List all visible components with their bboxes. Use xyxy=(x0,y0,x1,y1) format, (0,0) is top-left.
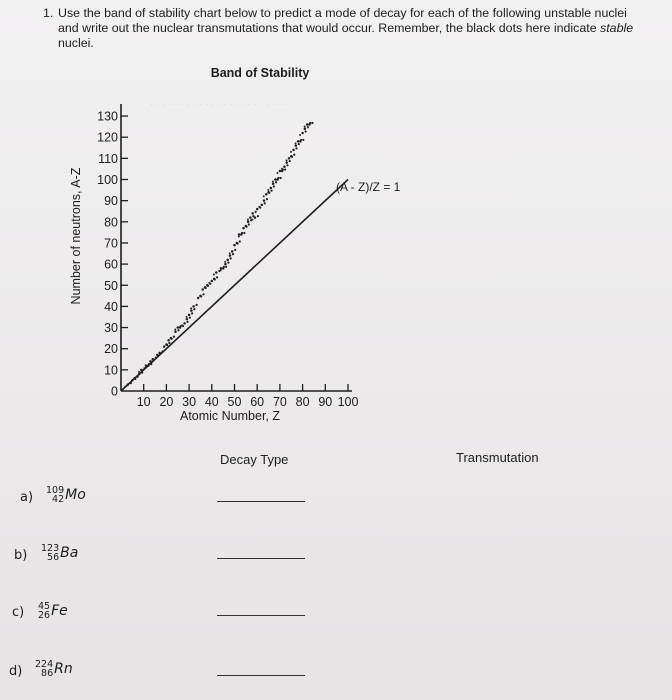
stable-nucleus-point xyxy=(274,178,277,181)
stable-nucleus-point xyxy=(304,127,307,130)
stable-nucleus-point xyxy=(199,295,202,298)
y-tick-label: 110 xyxy=(98,151,118,166)
stable-nucleus-point xyxy=(234,249,236,251)
stable-nucleus-point xyxy=(229,254,232,257)
stable-nucleus-point xyxy=(289,160,291,162)
stable-nucleus-point xyxy=(308,123,311,126)
stable-nucleus-point xyxy=(286,164,288,166)
stable-nucleus-point xyxy=(301,132,304,135)
x-tick-label: 10 xyxy=(136,395,151,409)
y-tick-label: 130 xyxy=(97,109,118,124)
stable-nucleus-point xyxy=(238,233,241,236)
stable-nucleus-point xyxy=(179,326,182,329)
y-tick-label: 0 xyxy=(111,384,118,399)
stable-nucleus-point xyxy=(173,336,175,338)
stable-nucleus-point xyxy=(186,316,188,318)
stable-nucleus-point xyxy=(247,221,250,224)
x-tick-label: 40 xyxy=(204,395,219,409)
stable-nucleus-point xyxy=(276,178,279,181)
stable-nucleus-point xyxy=(174,329,176,331)
question-text-main: Use the band of stability chart below to predict a mode of decay for each of the following unstable nuclei and write out the nuclear transmutations that would occur. Remember, the black dots here indicate xyxy=(58,6,627,35)
stable-nucleus-point xyxy=(299,134,301,136)
question-number: 1. xyxy=(43,6,54,20)
item-b-label: b) xyxy=(14,548,28,563)
stable-nucleus-point xyxy=(306,123,309,126)
x-tick-label: 90 xyxy=(318,395,333,409)
stable-nucleus-point xyxy=(239,240,241,242)
x-tick-label: 100 xyxy=(337,395,359,409)
reference-line xyxy=(121,180,348,392)
decay-type-header: Decay Type xyxy=(220,452,289,467)
stable-nucleus-point xyxy=(267,189,269,191)
stable-nucleus-point xyxy=(247,219,249,221)
mass-number: 224 xyxy=(35,659,54,670)
stable-nucleus-point xyxy=(285,161,288,164)
stable-nucleus-point xyxy=(263,195,265,197)
stable-nucleus-point xyxy=(288,157,291,160)
x-tick-label: 50 xyxy=(227,395,242,409)
nuclide-rn-224 xyxy=(35,660,73,678)
stable-nucleus-point xyxy=(226,259,229,262)
stable-nucleus-point xyxy=(280,177,282,179)
x-tick-label: 80 xyxy=(295,395,310,409)
stable-nucleus-point xyxy=(265,193,268,196)
stable-nucleus-point xyxy=(248,223,250,225)
decay-type-blank-a[interactable] xyxy=(217,501,305,502)
stable-nucleus-point xyxy=(279,170,282,173)
atomic-number: 26 xyxy=(38,610,51,621)
stable-nucleus-point xyxy=(190,309,193,312)
stable-nucleus-point xyxy=(208,282,210,284)
stable-nucleus-point xyxy=(174,331,177,334)
x-axis-ticks xyxy=(137,384,359,409)
stable-nucleus-point xyxy=(283,166,286,169)
item-c-label: c) xyxy=(12,605,25,620)
stable-nucleus-point xyxy=(290,151,292,153)
stable-nucleus-point xyxy=(193,308,195,310)
x-tick-label: 70 xyxy=(272,395,287,409)
stable-nucleus-point xyxy=(263,199,266,202)
y-tick-label: 60 xyxy=(104,257,118,272)
y-tick-label: 50 xyxy=(104,278,118,293)
stable-nucleus-point xyxy=(257,215,259,217)
stable-nucleus-point xyxy=(202,293,204,295)
stable-nucleus-point xyxy=(220,267,223,270)
element-symbol: Ba xyxy=(60,545,79,561)
y-tick-label: 80 xyxy=(104,215,118,230)
stable-nucleus-point xyxy=(240,233,243,236)
item-a-label: a) xyxy=(20,490,34,505)
stable-nucleus-point xyxy=(297,140,300,143)
y-tick-label: 40 xyxy=(104,299,118,314)
stable-nucleus-point xyxy=(276,172,278,174)
stable-emphasis: stable xyxy=(600,21,634,35)
transmutation-header: Transmutation xyxy=(456,450,539,465)
decay-type-blank-d[interactable] xyxy=(217,675,305,676)
chart-title: Band of Stability xyxy=(210,66,310,80)
stable-nucleus-point xyxy=(238,235,240,237)
stable-nucleus-point xyxy=(225,266,227,268)
stable-nucleus-point xyxy=(181,324,183,326)
stable-nucleus-point xyxy=(211,280,214,283)
stable-nucleus-point xyxy=(227,262,229,264)
stable-nucleus-point xyxy=(267,191,270,194)
stable-nucleus-point xyxy=(168,342,170,344)
stable-nucleus-point xyxy=(183,322,186,325)
stable-nucleus-point xyxy=(254,216,257,219)
stable-nucleus-point xyxy=(256,208,259,211)
stable-nucleus-point xyxy=(264,202,266,204)
stable-nucleus-point xyxy=(220,269,222,271)
nuclide-ba-123 xyxy=(41,544,78,562)
stable-nucleus-point xyxy=(270,187,273,190)
y-tick-label: 120 xyxy=(97,130,118,145)
stable-nucleus-point xyxy=(189,316,191,318)
item-d-label: d) xyxy=(9,664,23,679)
x-axis-label: Atomic Number, Z xyxy=(179,409,281,423)
chart-axes xyxy=(121,104,352,391)
stable-nucleus-point xyxy=(295,147,297,149)
element-symbol: Rn xyxy=(54,661,73,677)
stable-nucleus-point xyxy=(204,286,207,289)
nuclide-fe-45 xyxy=(38,602,68,620)
mass-number: 123 xyxy=(41,543,60,554)
stable-nucleus-point xyxy=(272,181,274,183)
y-tick-label: 10 xyxy=(104,363,118,378)
stable-nucleus-point xyxy=(206,284,209,287)
stable-nucleus-point xyxy=(196,304,198,306)
stable-nucleus-point xyxy=(270,190,272,192)
stable-nucleus-point xyxy=(293,154,295,156)
stable-nucleus-point xyxy=(273,185,275,187)
stable-nucleus-point xyxy=(236,242,239,245)
stable-nucleus-point xyxy=(233,244,235,246)
stable-nucleus-point xyxy=(190,307,192,309)
atomic-number: 86 xyxy=(41,668,54,679)
stable-nucleus-point xyxy=(230,257,232,259)
stable-nucleus-point xyxy=(295,142,297,144)
stable-nucleus-point xyxy=(188,314,191,317)
y-tick-label: 100 xyxy=(97,173,118,187)
stable-nucleus-point xyxy=(201,288,203,290)
stable-nucleus-point xyxy=(281,170,284,173)
stable-nucleus-point xyxy=(281,168,283,170)
stable-nucleus-point xyxy=(251,219,253,221)
stable-nucleus-point xyxy=(304,126,306,128)
element-symbol: Fe xyxy=(51,603,68,619)
stable-nucleus-point xyxy=(170,337,173,340)
stable-nucleus-point xyxy=(302,139,304,141)
stable-nucleus-point xyxy=(275,181,277,183)
stable-nucleus-point xyxy=(305,130,307,132)
stable-nucleus-point xyxy=(167,339,169,341)
stable-nucleus-point xyxy=(298,143,300,145)
x-tick-label: 30 xyxy=(182,395,197,409)
y-tick-label: 20 xyxy=(104,342,118,357)
bleed-through-text: . . . . . . . . . . . . . . . . . . . . . . . xyxy=(150,96,288,108)
stable-nucleus-point xyxy=(260,204,263,207)
atomic-number: 42 xyxy=(52,494,65,505)
stable-nucleus-point xyxy=(231,250,234,253)
stable-nucleus-point xyxy=(224,261,226,263)
stable-nucleus-point xyxy=(242,227,244,229)
stable-nucleus-point xyxy=(213,274,215,276)
y-tick-label: 70 xyxy=(104,236,118,251)
x-tick-label: 20 xyxy=(159,395,174,409)
y-tick-label: 30 xyxy=(104,321,118,336)
stable-nucleus-point xyxy=(307,126,309,128)
y-tick-label: 90 xyxy=(104,194,118,209)
stable-nucleus-point xyxy=(224,263,227,266)
stable-nucleus-point xyxy=(222,267,225,270)
x-tick-label: 60 xyxy=(250,395,265,409)
mass-number: 45 xyxy=(38,601,51,612)
stability-band-points xyxy=(124,122,313,388)
stable-nucleus-point xyxy=(177,326,180,329)
stable-nucleus-point xyxy=(216,276,218,278)
stable-nucleus-point xyxy=(284,168,286,170)
stable-nucleus-point xyxy=(290,155,293,158)
stable-nucleus-point xyxy=(163,345,165,347)
stable-nucleus-point xyxy=(272,182,275,185)
stable-nucleus-point xyxy=(197,297,199,299)
y-axis-label: Number of neutrons, A-Z xyxy=(69,167,83,305)
stable-nucleus-point xyxy=(251,212,254,215)
mass-number: 109 xyxy=(46,485,65,496)
stable-nucleus-point xyxy=(295,144,298,147)
atomic-number: 56 xyxy=(47,552,60,563)
stable-nucleus-point xyxy=(292,149,295,152)
stable-nucleus-point xyxy=(245,225,248,228)
stable-nucleus-point xyxy=(192,305,195,308)
decay-type-blank-c[interactable] xyxy=(217,615,305,616)
stable-nucleus-point xyxy=(258,206,260,208)
stable-nucleus-point xyxy=(213,278,216,281)
reference-line-label: (A - Z)/Z = 1 xyxy=(336,180,401,194)
stable-nucleus-point xyxy=(299,140,302,143)
stable-nucleus-point xyxy=(255,211,257,213)
stable-nucleus-point xyxy=(243,232,245,234)
question-text-end: nuclei. xyxy=(58,36,94,50)
stable-nucleus-point xyxy=(232,253,234,255)
stable-nucleus-point xyxy=(311,122,313,124)
element-symbol: Mo xyxy=(65,487,86,503)
stable-nucleus-point xyxy=(229,252,231,254)
stable-nucleus-point xyxy=(177,329,179,331)
stable-nucleus-point xyxy=(186,318,189,321)
stable-nucleus-point xyxy=(285,159,287,161)
decay-type-blank-b[interactable] xyxy=(217,558,305,559)
stable-nucleus-point xyxy=(165,343,168,346)
stable-nucleus-point xyxy=(186,321,188,323)
nuclide-mo-109 xyxy=(46,486,86,504)
stable-nucleus-point xyxy=(249,216,252,219)
stable-nucleus-point xyxy=(266,198,268,200)
stable-nucleus-point xyxy=(191,312,193,314)
stable-nucleus-point xyxy=(215,271,218,274)
y-axis-ticks xyxy=(97,110,128,399)
